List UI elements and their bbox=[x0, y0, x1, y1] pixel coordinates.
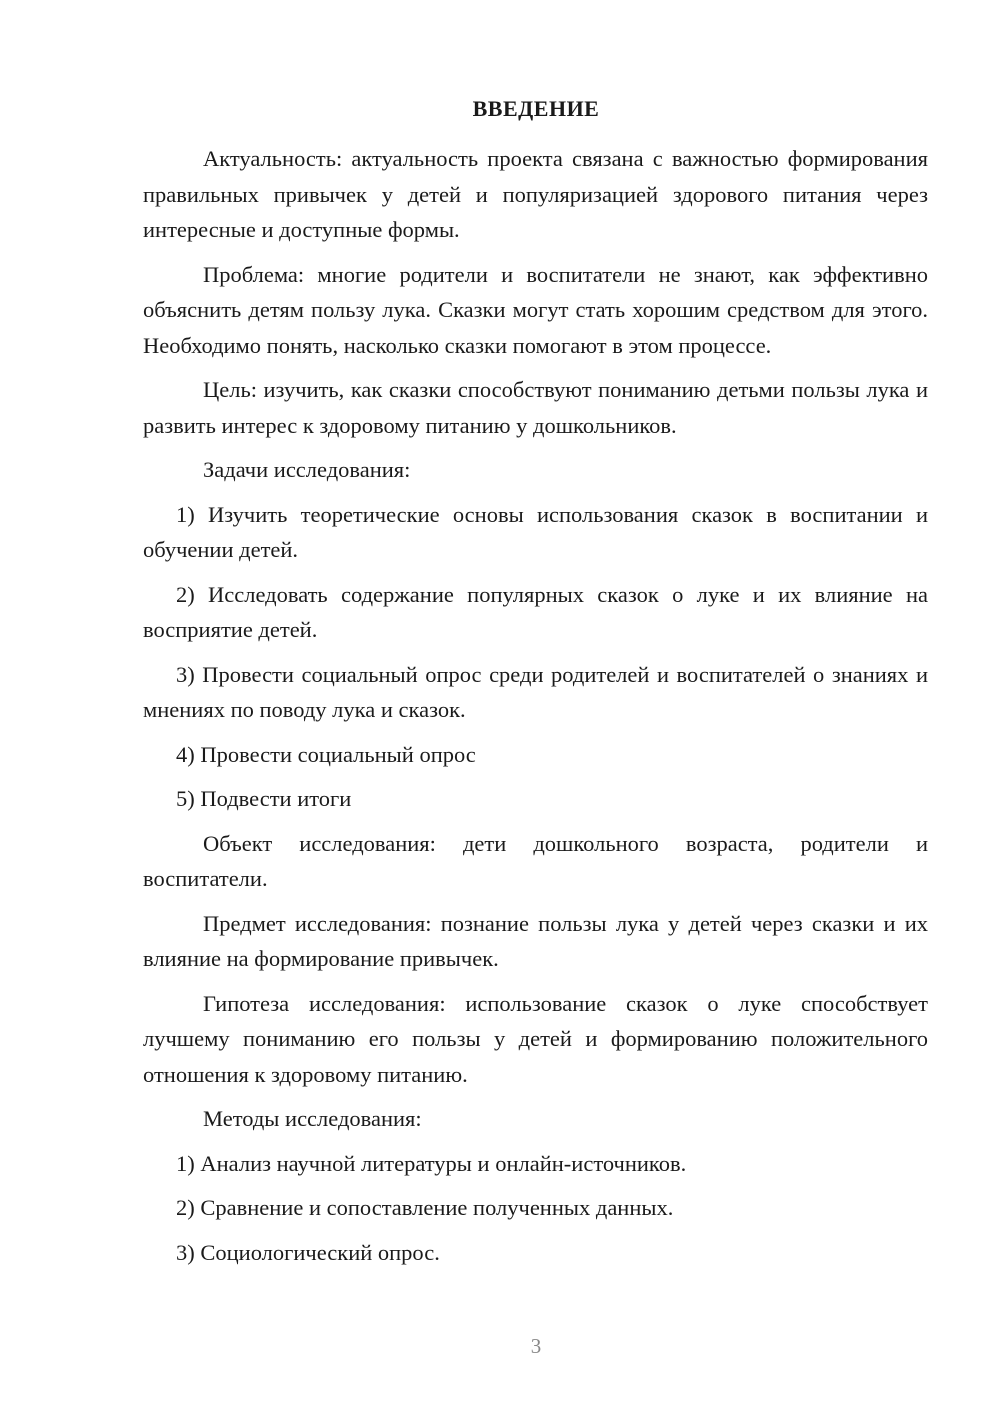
list-item-task-5: 5) Подвести итоги bbox=[176, 786, 352, 811]
list-item-method-2: 2) Сравнение и сопоставление полученных данных. bbox=[176, 1195, 674, 1220]
page-number: 3 bbox=[530, 1334, 542, 1358]
paragraph-methods-heading: Методы исследования: bbox=[203, 1106, 422, 1131]
list-item-method-1: 1) Анализ научной литературы и онлайн-источников. bbox=[176, 1150, 687, 1176]
paragraph-relevance: Актуальность: актуальность проекта связана с важностью формирования правильных привычек у детей и популяризацией здорового питания через интересные и доступные формы. bbox=[143, 146, 928, 242]
paragraph-goal: Цель: изучить, как сказки способствуют пониманию детьми пользы лука и развить интерес к здоровому питанию у дошкольников. bbox=[143, 377, 928, 438]
paragraph-problem: Проблема: многие родители и воспитатели не знают, как эффективно объяснить детям пользу лука. Сказки могут стать хорошим средством для этого. Необходимо понять, насколько сказки помогают в этом процессе. bbox=[143, 261, 928, 358]
paragraph-subject: Предмет исследования: познание пользы лука у детей через сказки и их влияние на формирование привычек. bbox=[143, 910, 928, 971]
document-body bbox=[143, 141, 928, 1279]
list-item-task-4: 4) Провести социальный опрос bbox=[176, 741, 476, 767]
list-item-task-1: 1) Изучить теоретические основы использования сказок в воспитании и обучении детей. bbox=[143, 501, 928, 562]
list-item-task-2: 2) Исследовать содержание популярных сказок о луке и их влияние на восприятие детей. bbox=[143, 581, 928, 642]
paragraph-hypothesis: Гипотеза исследования: использование сказок о луке способствует лучшему пониманию его пользы у детей и формированию положительного отношения к здоровому питанию. bbox=[143, 990, 928, 1087]
paragraph-tasks-heading: Задачи исследования: bbox=[203, 457, 411, 482]
list-item-method-3: 3) Социологический опрос. bbox=[176, 1239, 440, 1265]
paragraph-object: Объект исследования: дети дошкольного возраста, родители и воспитатели. bbox=[143, 830, 928, 891]
page-title: ВВЕДЕНИЕ bbox=[472, 96, 600, 121]
list-item-task-3: 3) Провести социальный опрос среди родителей и воспитателей о знаниях и мнениях по поводу лука и сказок. bbox=[143, 661, 928, 722]
